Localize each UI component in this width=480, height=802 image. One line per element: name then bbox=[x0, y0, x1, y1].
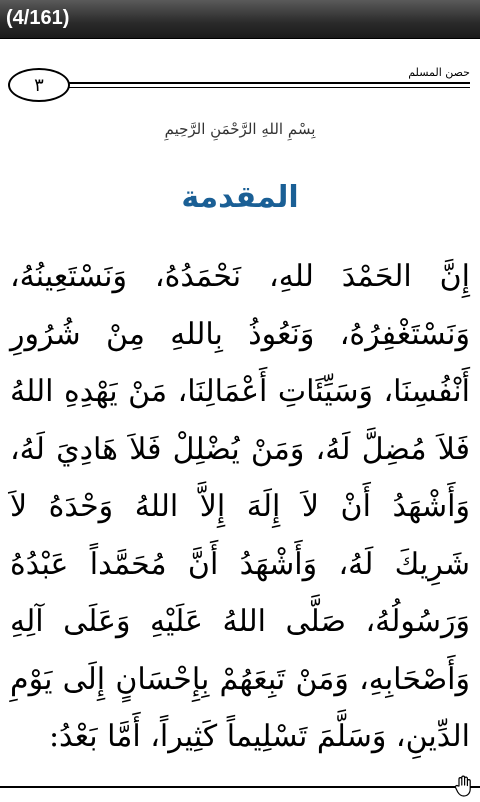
title-bar bbox=[0, 0, 480, 39]
header-rule bbox=[68, 82, 470, 84]
window-title: (4/161) bbox=[6, 7, 70, 29]
page-header bbox=[0, 62, 480, 106]
page-number: ٣ bbox=[34, 74, 44, 96]
basmala: بِسْمِ اللهِ الرَّحْمَنِ الرَّحِيمِ bbox=[164, 120, 316, 138]
page-body-text[interactable]: إِنَّ الحَمْدَ للهِ، نَحْمَدُهُ، وَنَسْتَعِينُهُ، وَنَسْتَغْفِرُهُ، وَنَعُوذُ بِاللهِ مِنْ شُرُورِ أَنْفُسِنَا، وَسَيِّئَاتِ أَعْمَالِنَا، مَنْ يَهْدِهِ اللهُ فَلاَ مُضِلَّ لَهُ، وَمَنْ يُضْلِلْ فَلاَ هَادِيَ لَهُ، وَأَشْهَدُ أَنْ لاَ إِلَهَ إِلاَّ اللهُ وَحْدَهُ لاَ شَرِيكَ لَهُ، وَأَشْهَدُ أَنَّ مُحَمَّداً عَبْدُهُ وَرَسُولُهُ، صَلَّى اللهُ عَلَيْهِ وَعَلَى آلِهِ وَأَصْحَابِهِ، وَمَنْ تَبِعَهُمْ بِإِحْسَانٍ إِلَى يَوْمِ الدِّينِ، وَسَلَّمَ تَسْلِيماً كَثِيراً، أَمَّا بَعْدُ: bbox=[10, 259, 470, 754]
hand-icon[interactable] bbox=[452, 774, 476, 798]
section-title: المقدمة bbox=[181, 180, 299, 215]
page-number-badge bbox=[8, 68, 70, 102]
header-rule-thin bbox=[68, 87, 470, 88]
book-title: حصن المسلم bbox=[408, 66, 470, 79]
footer-rule bbox=[0, 786, 480, 788]
